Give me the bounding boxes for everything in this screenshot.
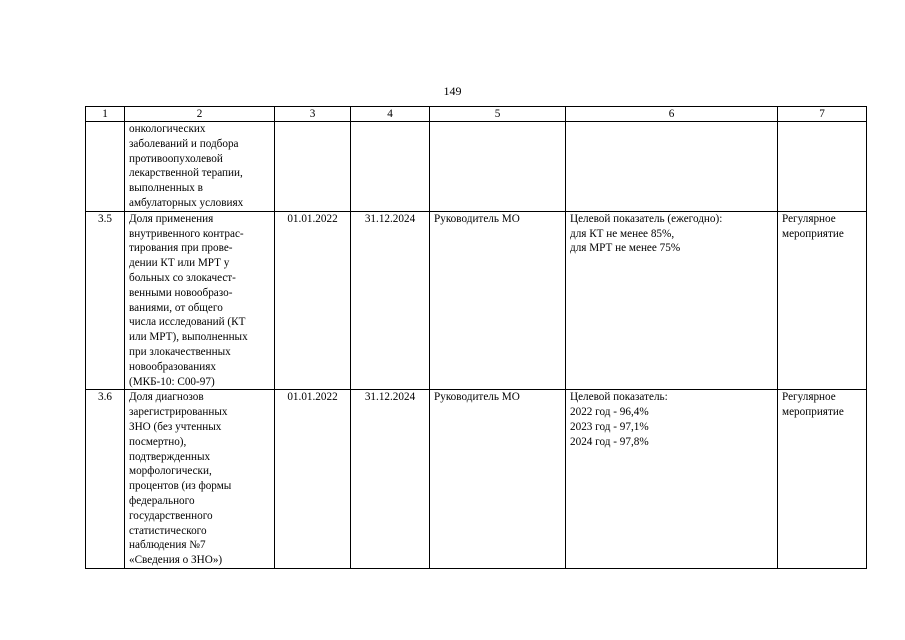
- responsible-cell: Руководитель МО: [430, 211, 566, 390]
- start-date-cell: 01.01.2022: [275, 211, 351, 390]
- row-number-cell: 3.6: [86, 390, 125, 569]
- column-header: 3: [275, 107, 351, 122]
- indicator-cell: [566, 122, 778, 212]
- table-row: [86, 122, 867, 212]
- row-number-cell: [86, 122, 125, 212]
- measure-name-cell: Доля применения внутривенного контрас- тирования при прове- дении КТ или МРТ у больных со злокачест- венными новообразо- ваниями, от общего числа исследований (КТ или МРТ), выполненных при злокачественных новообразованиях (МКБ-10: С00-97): [125, 211, 275, 390]
- start-date-cell: [275, 122, 351, 212]
- table-row: [86, 390, 867, 569]
- column-header: 7: [778, 107, 867, 122]
- column-header: 4: [351, 107, 430, 122]
- column-header: 6: [566, 107, 778, 122]
- column-header: 5: [430, 107, 566, 122]
- measure-type-cell: Регулярное мероприятие: [778, 390, 867, 569]
- column-header: 2: [125, 107, 275, 122]
- measures-table: [85, 106, 867, 569]
- measure-type-cell: [778, 122, 867, 212]
- table-row: [86, 211, 867, 390]
- measure-type-cell: Регулярное мероприятие: [778, 211, 867, 390]
- indicator-cell: Целевой показатель: 2022 год - 96,4% 2023 год - 97,1% 2024 год - 97,8%: [566, 390, 778, 569]
- measure-name-cell: Доля диагнозов зарегистрированных ЗНО (без учтенных посмертно), подтвержденных морфологически, процентов (из формы федерального государственного статистического наблюдения №7 «Сведения о ЗНО»): [125, 390, 275, 569]
- responsible-cell: Руководитель МО: [430, 390, 566, 569]
- row-number-cell: 3.5: [86, 211, 125, 390]
- column-header: 1: [86, 107, 125, 122]
- indicator-cell: Целевой показатель (ежегодно): для КТ не менее 85%, для МРТ не менее 75%: [566, 211, 778, 390]
- page-number: 149: [443, 84, 462, 98]
- responsible-cell: [430, 122, 566, 212]
- measure-name-cell: онкологических заболеваний и подбора противоопухолевой лекарственной терапии, выполненных в амбулаторных условиях: [125, 122, 275, 212]
- end-date-cell: [351, 122, 430, 212]
- end-date-cell: 31.12.2024: [351, 390, 430, 569]
- start-date-cell: 01.01.2022: [275, 390, 351, 569]
- table-header-row: [86, 107, 867, 122]
- end-date-cell: 31.12.2024: [351, 211, 430, 390]
